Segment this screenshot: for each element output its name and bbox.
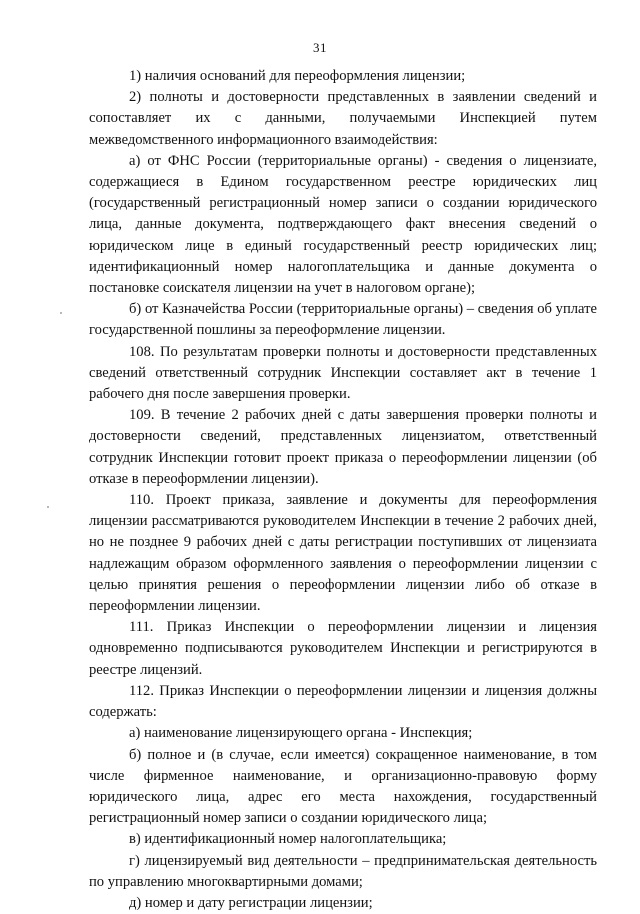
paragraph-9: 112. Приказ Инспекции о переоформлении лицензии и лицензия должны содержать: (89, 682, 597, 721)
paragraph-1: 1) наличия оснований для переоформления лицензии; (129, 68, 466, 84)
paragraph-4: б) от Казначейства России (территориальные органы) – сведения об уплате государственной пошлины за переоформление лицензии. (89, 301, 597, 339)
document-body (89, 66, 597, 914)
paragraph-10: а) наименование лицензирующего органа - Инспекция; (129, 725, 473, 742)
paragraph-12: в) идентификационный номер налогоплательщика; (129, 831, 447, 848)
paragraph-13: г) лицензируемый вид деятельности – предпринимательская деятельность по управлению многоквартирными домами; (89, 852, 597, 890)
paragraph-2: 2) полноты и достоверности представленных в заявлении сведений и сопоставляет их с данными, получаемыми Инспекцией путем межведомственного информационного взаимодействия: (89, 89, 597, 148)
paragraph-3: а) от ФНС России (территориальные органы) - сведения о лицензиате, содержащиеся в Едином государственном реестре юридических лиц (государственный регистрационный номер записи о создании юридического лица, данные документа, подтверждающего факт внесения сведений о юридическом лице в единый государственный реестр юридических лиц; идентификационный номер налогоплательщика и данные документа о постановке соискателя лицензии на учет в налоговом органе); (89, 152, 597, 297)
scan-speck (60, 312, 62, 314)
paragraph-11: б) полное и (в случае, если имеется) сокращенное наименование, в том числе фирменное наименование, и организационно-правовую форму юридического лица, адрес его места нахождения, государственный регистрационный номер записи о создании юридического лица; (89, 746, 597, 827)
scan-speck (47, 506, 49, 508)
paragraph-8: 111. Приказ Инспекции о переоформлении лицензии и лицензия одновременно подписываются руководителем Инспекции и регистрируются в реестре лицензий. (89, 619, 597, 678)
paragraph-7: 110. Проект приказа, заявление и документы для переоформления лицензии рассматриваются руководителем Инспекции в течение 2 рабочих дней, но не позднее 9 рабочих дней с даты регистрации поступивших от лицензиата надлежащим образом оформленного заявления о переоформлении лицензии с целью принятия решения о переоформлении лицензии либо об отказе в переоформлении лицензии. (89, 492, 597, 615)
paragraph-14: д) номер и дату регистрации лицензии; (129, 894, 373, 911)
paragraph-6: 109. В течение 2 рабочих дней с даты завершения проверки полноты и достоверности сведений, представленных лицензиатом, ответственный сотрудник Инспекции готовит проект приказа о переоформлении лицензии (об отказе в переоформлении лицензии). (89, 407, 597, 487)
page-number: 31 (313, 40, 327, 55)
paragraph-5: 108. По результатам проверки полноты и достоверности представленных сведений ответственный сотрудник Инспекции составляет акт в течение 1 рабочего дня после завершения проверки. (89, 343, 597, 403)
